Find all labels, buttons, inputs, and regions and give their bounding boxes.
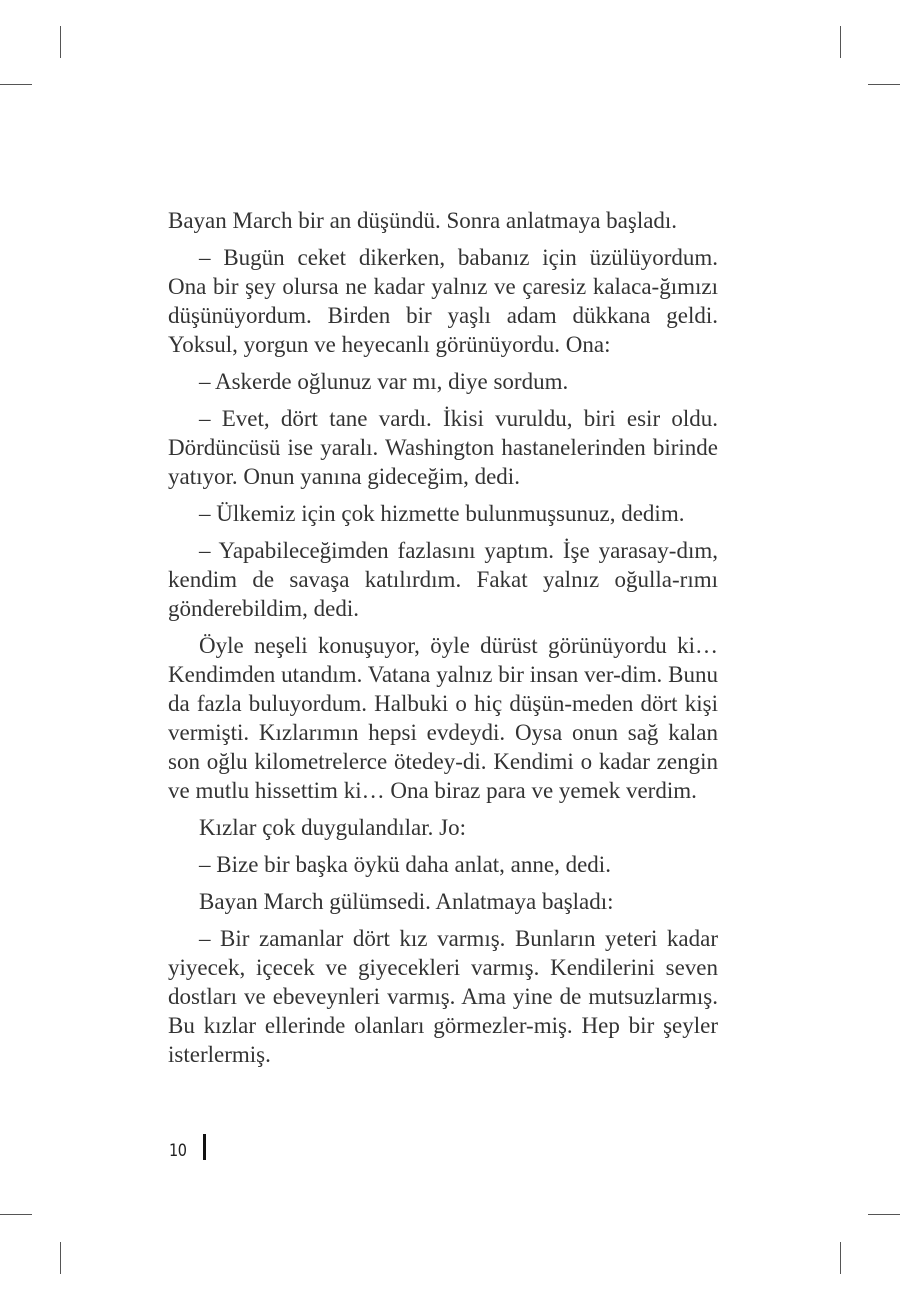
paragraph-1: Bayan March bir an düşündü. Sonra anlatmaya başladı. [168,208,678,233]
page-body-text [168,206,718,1077]
paragraph-10: Bayan March gülümsedi. Anlatmaya başladı: [199,889,614,914]
paragraph-2: – Bugün ceket dikerken, babanız için üzülüyordum. Ona bir şey olursa ne kadar yalnız ve çaresiz kalaca-ğımızı düşünüyordum. Birden bir yaşlı adam dükkana geldi. Yoksul, yorgun ve heyecanlı görünüyordu. Ona: [168,245,718,357]
crop-mark-bottom-right [840,1242,841,1274]
crop-mark-bottom-left-horizontal [0,1214,32,1215]
crop-mark-top-left-horizontal [0,84,32,85]
paragraph-3: – Askerde oğlunuz var mı, diye sordum. [199,369,569,394]
paragraph-6: – Yapabileceğimden fazlasını yaptım. İşe yarasay-dım, kendim de savaşa katılırdım. Fakat yalnız oğulla-rımı gönderebildim, dedi. [168,538,718,621]
folio-rule [203,1134,206,1160]
page-number: 10 [169,1141,187,1161]
paragraph-7: Öyle neşeli konuşuyor, öyle dürüst görünüyordu ki… Kendimden utandım. Vatana yalnız bir insan ver-dim. Bunu da fazla buluyordum. Halbuki o hiç düşün-meden dört kişi vermişti. Kızlarımın hepsi evdeydi. Oysa onun sağ kalan son oğlu kilometrelerce ötedey-di. Kendimi o kadar zengin ve mutlu hissettim ki… Ona biraz para ve yemek verdim. [168,633,718,803]
paragraph-8: Kızlar çok duygulandılar. Jo: [199,815,466,840]
page-folio [169,1134,190,1160]
crop-mark-bottom-left [60,1242,61,1274]
paragraph-4: – Evet, dört tane vardı. İkisi vuruldu, biri esir oldu. Dördüncüsü ise yaralı. Washington hastanelerinden birinde yatıyor. Onun yanına gideceğim, dedi. [168,406,718,489]
paragraph-5: – Ülkemiz için çok hizmette bulunmuşsunuz, dedim. [199,501,685,526]
crop-mark-top-left [60,26,61,58]
paragraph-9: – Bize bir başka öykü daha anlat, anne, dedi. [199,852,611,877]
crop-mark-top-right [840,26,841,58]
crop-mark-top-right-horizontal [868,84,900,85]
crop-mark-bottom-right-horizontal [868,1214,900,1215]
paragraph-11: – Bir zamanlar dört kız varmış. Bunların yeteri kadar yiyecek, içecek ve giyecekleri varmış. Kendilerini seven dostları ve ebeveynleri varmış. Ama yine de mutsuzlarmış. Bu kızlar ellerinde olanları görmezler-miş. Hep bir şeyler isterlermiş. [168,926,718,1067]
